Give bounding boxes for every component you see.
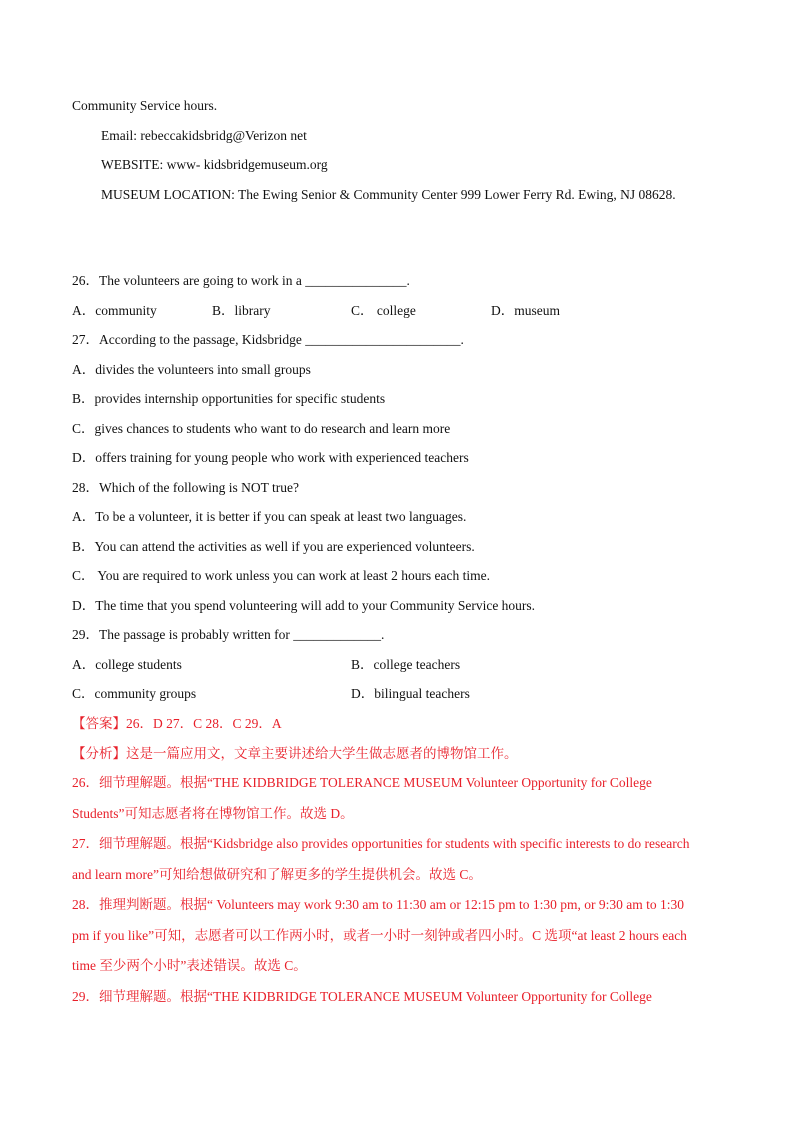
q29-option-c: C．community groups: [72, 686, 197, 701]
question-28-stem: 28．Which of the following is NOT true?: [72, 480, 299, 495]
passage-tail: Community Service hours.: [72, 98, 218, 113]
contact-email: Email: rebeccakidsbridg@Verizon net: [101, 128, 307, 143]
analysis-line-4: and learn more”可知给想做研究和了解更多的学生提供机会。故选 C。: [72, 867, 482, 882]
question-26-stem: 26．The volunteers are going to work in a _______________.: [72, 273, 410, 288]
museum-location: MUSEUM LOCATION: The Ewing Senior & Community Center 999 Lower Ferry Rd. Ewing, NJ 08628.: [101, 187, 676, 202]
analysis-summary: 【分析】这是一篇应用文，文章主要讲述给大学生做志愿者的博物馆工作。: [72, 746, 518, 761]
q26-option-d: D．museum: [491, 303, 560, 318]
q26-option-b: B．library: [212, 303, 271, 318]
q26-option-a: A．community: [72, 303, 157, 318]
q28-option-b: B．You can attend the activities as well if you are experienced volunteers.: [72, 539, 475, 554]
q27-option-d: D．offers training for young people who work with experienced teachers: [72, 450, 469, 465]
question-27-stem: 27．According to the passage, Kidsbridge _______________________.: [72, 332, 464, 347]
analysis-line-1: 26．细节理解题。根据“THE KIDBRIDGE TOLERANCE MUSEUM Volunteer Opportunity for College: [72, 775, 652, 790]
q29-option-a: A．college students: [72, 657, 182, 672]
contact-website: WEBSITE: www- kidsbridgemuseum.org: [101, 157, 328, 172]
analysis-line-5: 28．推理判断题。根据“ Volunteers may work 9:30 am to 11:30 am or 12:15 pm to 1:30 pm, or 9:30 am to 1:30: [72, 897, 684, 912]
analysis-line-2: Students”可知志愿者将在博物馆工作。故选 D。: [72, 806, 354, 821]
answer-key: 【答案】26．D 27．C 28．C 29．A: [72, 716, 282, 731]
q29-option-d: D．bilingual teachers: [351, 686, 470, 701]
analysis-line-3: 27．细节理解题。根据“Kidsbridge also provides opportunities for students with specific interests to do research: [72, 836, 690, 851]
q28-option-a: A．To be a volunteer, it is better if you can speak at least two languages.: [72, 509, 467, 524]
q29-option-b: B．college teachers: [351, 657, 461, 672]
q28-option-d: D．The time that you spend volunteering will add to your Community Service hours.: [72, 598, 536, 613]
analysis-line-6: pm if you like”可知，志愿者可以工作两小时，或者一小时一刻钟或者四小时。C 选项“at least 2 hours each: [72, 928, 687, 943]
q26-option-c: C． college: [351, 303, 416, 318]
analysis-line-7: time 至少两个小时”表述错误。故选 C。: [72, 958, 307, 973]
q27-option-a: A．divides the volunteers into small groups: [72, 362, 311, 377]
question-29-stem: 29．The passage is probably written for _____________.: [72, 627, 385, 642]
analysis-line-8: 29．细节理解题。根据“THE KIDBRIDGE TOLERANCE MUSEUM Volunteer Opportunity for College: [72, 989, 652, 1004]
q27-option-b: B．provides internship opportunities for specific students: [72, 391, 386, 406]
q27-option-c: C．gives chances to students who want to do research and learn more: [72, 421, 451, 436]
q28-option-c: C． You are required to work unless you can work at least 2 hours each time.: [72, 568, 491, 583]
